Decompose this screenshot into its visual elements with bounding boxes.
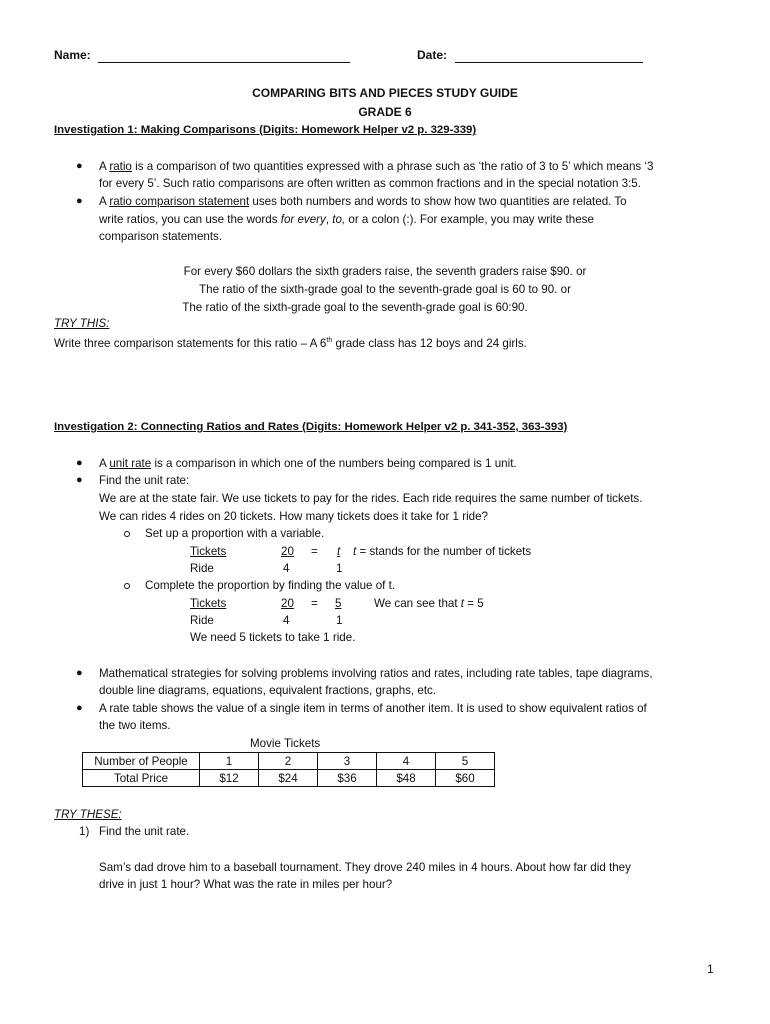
proportion2-bottom-label: Ride: [190, 614, 214, 627]
rate-table-line2: the two items.: [99, 719, 171, 732]
bullet-icon: ●: [76, 195, 83, 207]
table-cell: $24: [259, 770, 318, 787]
proportion2-bottom-value: 1: [336, 614, 343, 627]
proportion2-equals: =: [311, 597, 318, 610]
table-cell: 4: [377, 753, 436, 770]
strategies-line2: double line diagrams, equations, equivalent fractions, graphs, etc.: [99, 684, 437, 697]
strategies-line1: Mathematical strategies for solving problems involving ratios and rates, including rate tables, tape diagrams,: [99, 667, 653, 680]
circle-bullet-icon: [124, 583, 130, 589]
proportion1-bottom-number: 4: [283, 562, 290, 575]
try-this-label: TRY THIS:: [54, 317, 110, 330]
date-field-line[interactable]: [455, 62, 643, 63]
state-fair-text-2: We can rides 4 rides on 20 tickets. How many tickets does it take for 1 ride?: [99, 510, 488, 523]
example-statement-3: The ratio of the sixth-grade goal to the seventh-grade goal is 60:90.: [182, 301, 528, 314]
unit-rate-term: unit rate: [109, 457, 152, 470]
example-statement-2: The ratio of the sixth-grade goal to the seventh-grade goal is 60 to 90. or: [199, 283, 571, 296]
try-these-label: TRY THESE:: [54, 808, 122, 821]
ratio-definition-line2: for every 5’. Such ratio comparisons are often written as common fractions and in the special notation 3:5.: [99, 177, 641, 190]
unit-rate-definition: A unit rate is a comparison in which one of the numbers being compared is 1 unit.: [99, 457, 517, 470]
investigation-1-heading: Investigation 1: Making Comparisons (Digits: Homework Helper v2 p. 329-339): [54, 124, 477, 136]
proportion2-top-label: Tickets: [190, 597, 227, 610]
page-number: 1: [707, 962, 714, 976]
proportion-step-2: Complete the proportion by finding the value of t.: [145, 579, 396, 592]
proportion2-bottom-number: 4: [283, 614, 290, 627]
bullet-icon: ●: [76, 702, 83, 714]
find-unit-rate-label: Find the unit rate:: [99, 474, 190, 487]
state-fair-text-1: We are at the state fair. We use tickets to pay for the rides. Each ride requires the same number of tickets.: [99, 492, 643, 505]
proportion-step-1: Set up a proportion with a variable.: [145, 527, 325, 540]
question-1-text-2: drive in just 1 hour? What was the rate in miles per hour?: [99, 878, 393, 891]
proportion1-note: t = stands for the number of tickets: [353, 545, 532, 558]
circle-bullet-icon: [124, 531, 130, 537]
table-cell: 3: [318, 753, 377, 770]
ratio-statement-line2: write ratios, you can use the words for every, to, or a colon (:). For example, you may write these: [99, 213, 594, 226]
proportion2-conclusion: We need 5 tickets to take 1 ride.: [190, 631, 356, 644]
proportion2-top-number: 20: [281, 597, 294, 610]
table-cell: Number of People: [83, 753, 200, 770]
table-row: [83, 753, 495, 770]
date-label: Date:: [417, 48, 448, 62]
ratio-statement-line3: comparison statements.: [99, 230, 223, 243]
rate-table-line1: A rate table shows the value of a single item in terms of another item. It is used to show equivalent ratios of: [99, 702, 647, 715]
try-this-prompt: Write three comparison statements for this ratio – A 6th grade class has 12 boys and 24 girls.: [54, 336, 527, 350]
bullet-icon: ●: [76, 474, 83, 486]
ratio-term: ratio: [109, 160, 132, 173]
page-title: COMPARING BITS AND PIECES STUDY GUIDE: [252, 86, 518, 100]
table-caption: Movie Tickets: [250, 737, 321, 750]
example-statement-1: For every $60 dollars the sixth graders raise, the seventh graders raise $90. or: [183, 265, 587, 278]
question-1-text-1: Sam’s dad drove him to a baseball tournament. They drove 240 miles in 4 hours. About how far did they: [99, 861, 631, 874]
name-field-line[interactable]: [98, 62, 350, 63]
page-subtitle: GRADE 6: [358, 105, 412, 119]
bullet-icon: ●: [76, 667, 83, 679]
investigation-2-heading: Investigation 2: Connecting Ratios and Rates (Digits: Homework Helper v2 p. 341-352, 363-393): [54, 421, 568, 433]
name-label: Name:: [54, 48, 91, 62]
table-cell: $12: [200, 770, 259, 787]
table-cell: $36: [318, 770, 377, 787]
bullet-icon: ●: [76, 160, 83, 172]
table-cell: Total Price: [83, 770, 200, 787]
question-1-number: 1): [79, 825, 90, 838]
proportion1-bottom-label: Ride: [190, 562, 214, 575]
movie-tickets-table: [82, 752, 495, 787]
table-row: [83, 770, 495, 787]
ratio-comparison-term: ratio comparison statement: [109, 195, 250, 208]
proportion1-top-label: Tickets: [190, 545, 227, 558]
ratio-statement-line1: A ratio comparison statement uses both numbers and words to show how two quantities are related. To: [99, 195, 627, 208]
bullet-icon: ●: [76, 457, 83, 469]
proportion1-bottom-value: 1: [336, 562, 343, 575]
ratio-definition-line1: A ratio is a comparison of two quantities expressed with a phrase such as ‘the ratio of 3 to 5’ which means ‘3: [99, 160, 654, 173]
proportion2-value: 5: [335, 597, 342, 610]
proportion1-variable: t: [337, 545, 341, 558]
table-cell: 1: [200, 753, 259, 770]
table-cell: 2: [259, 753, 318, 770]
proportion2-note: We can see that t = 5: [374, 597, 484, 610]
table-cell: $60: [436, 770, 495, 787]
proportion1-equals: =: [311, 545, 318, 558]
proportion1-top-number: 20: [281, 545, 294, 558]
table-cell: $48: [377, 770, 436, 787]
question-1-prompt: Find the unit rate.: [99, 825, 190, 838]
table-cell: 5: [436, 753, 495, 770]
